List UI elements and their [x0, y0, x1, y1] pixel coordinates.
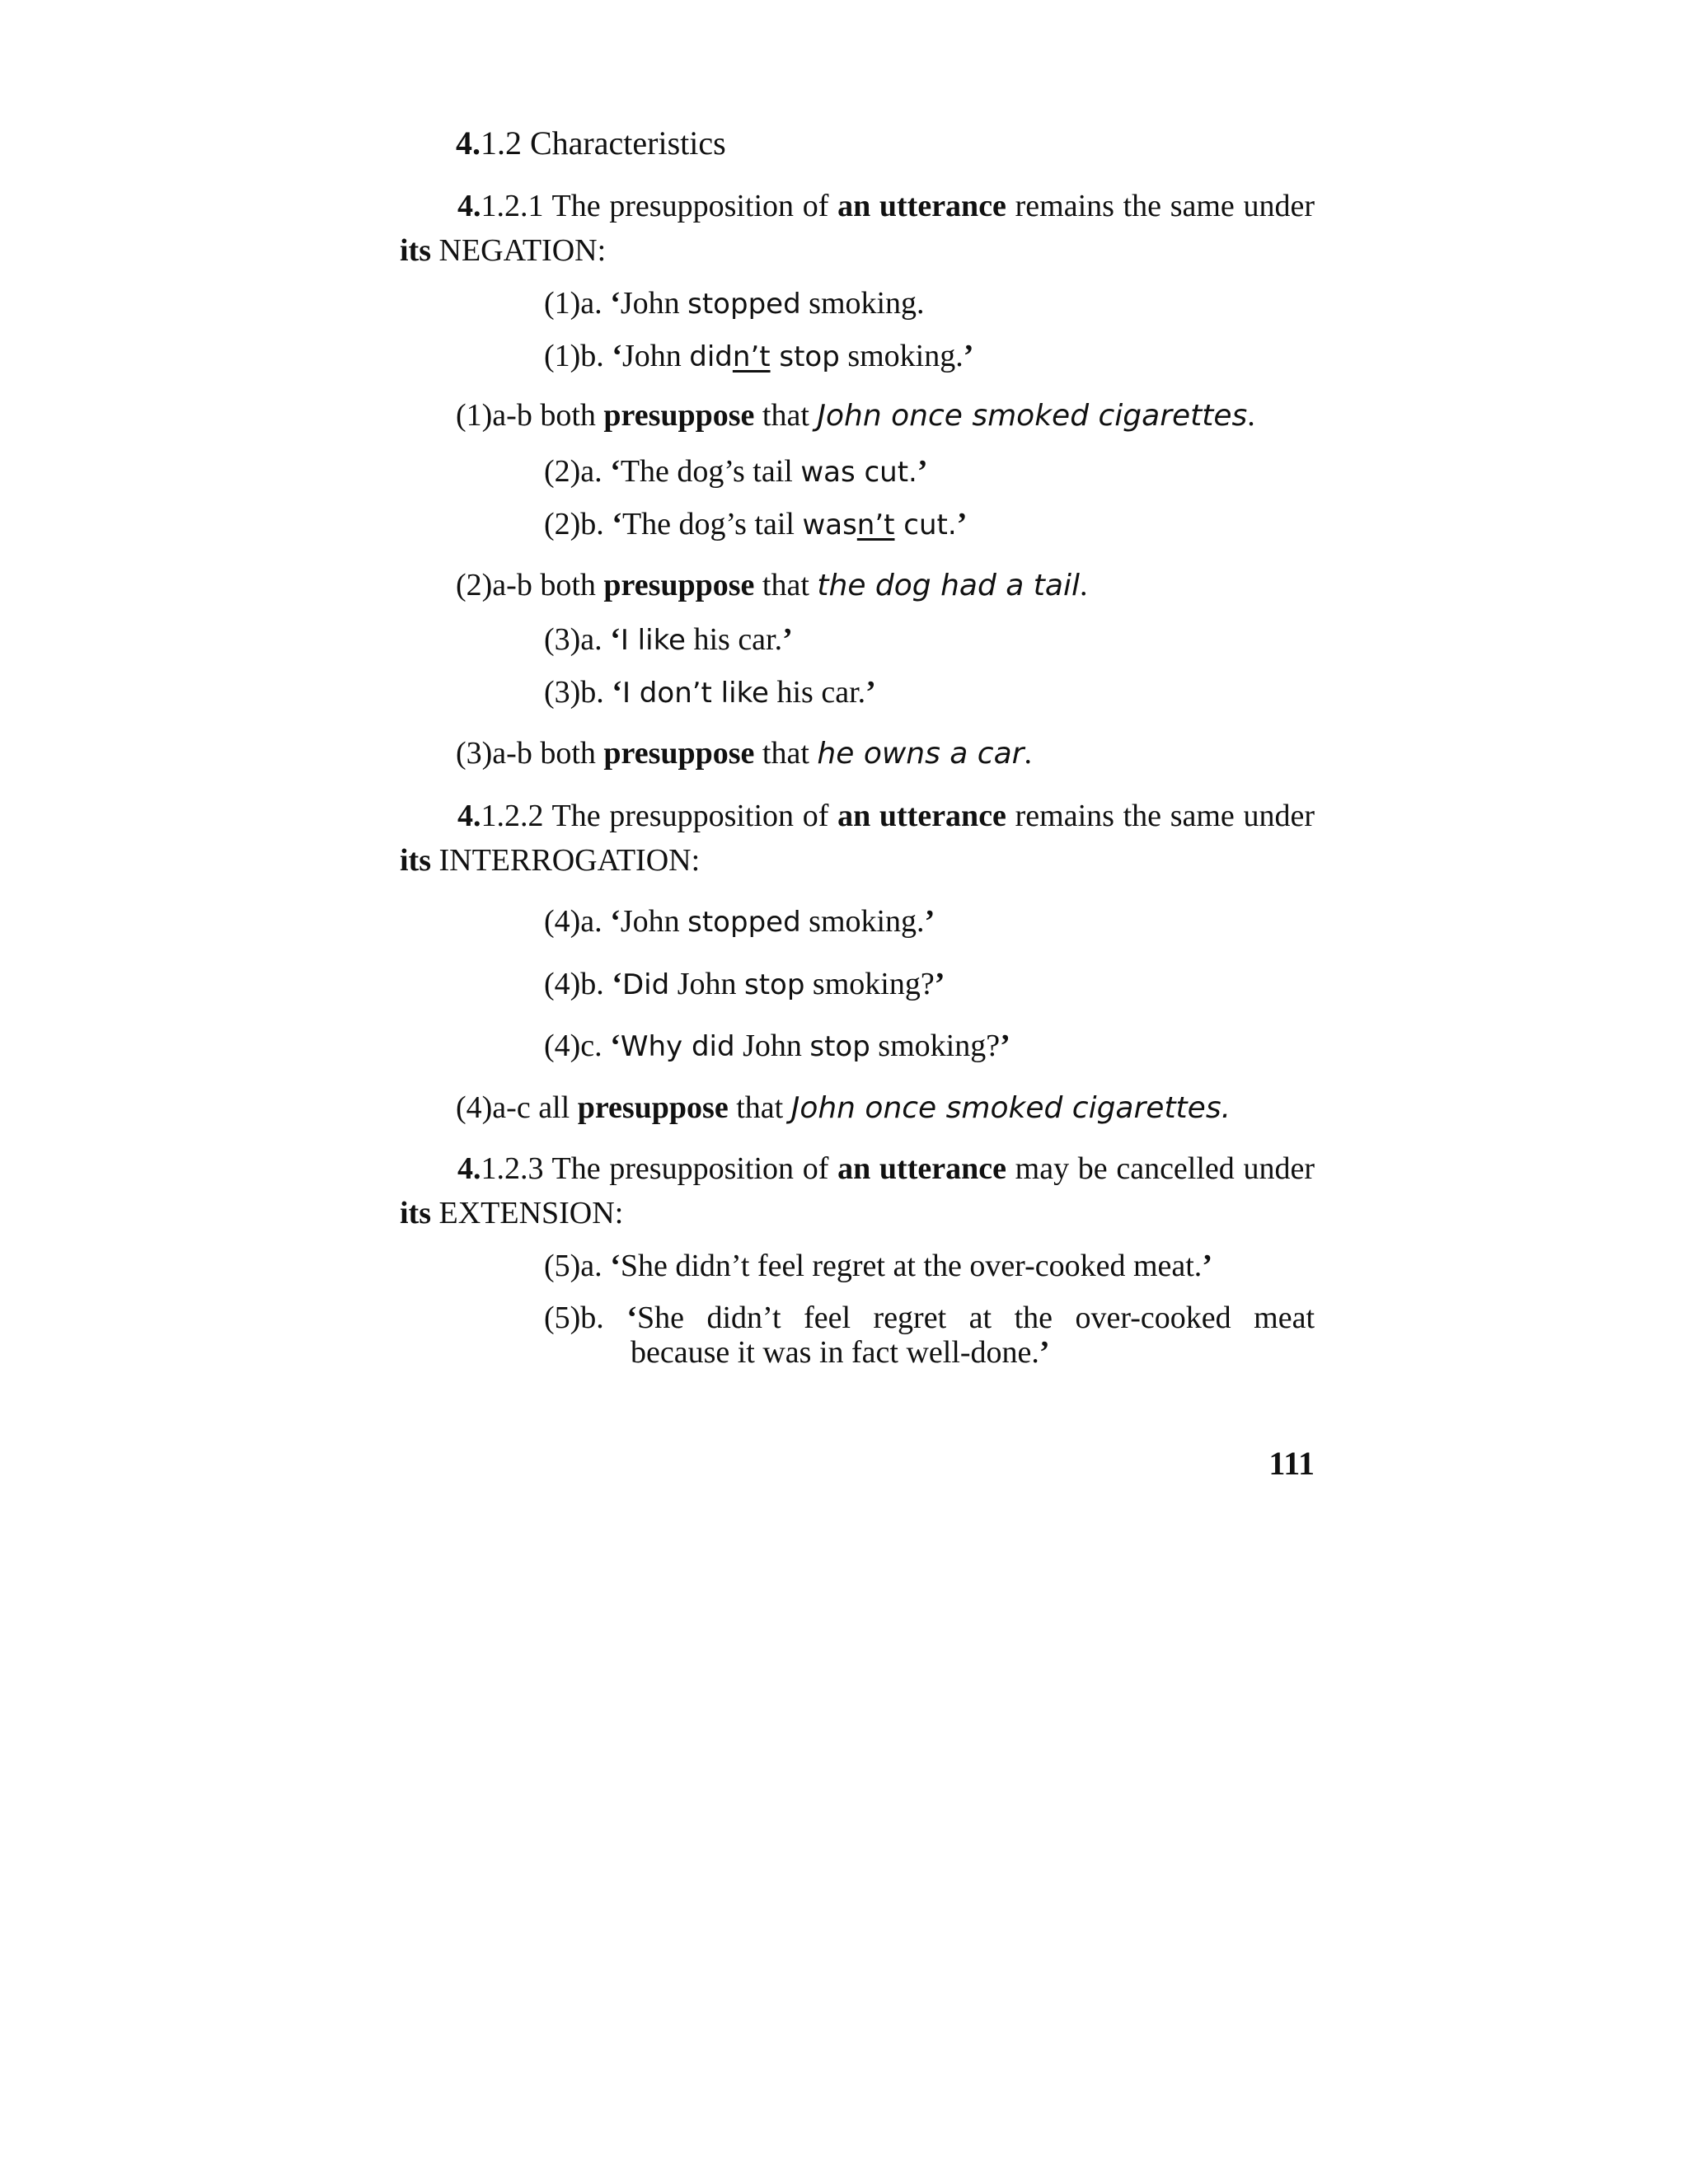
example-label: (2)b.	[544, 507, 612, 541]
bold-term: presuppose	[603, 398, 755, 433]
open-quote: ‘	[610, 1249, 621, 1283]
text: EXTENSION:	[431, 1196, 624, 1230]
verb-highlight: stop	[809, 1030, 870, 1063]
open-quote: ‘	[610, 286, 621, 321]
text: smoking.	[839, 339, 964, 373]
text: The presupposition of	[543, 799, 838, 833]
text: .	[1024, 736, 1032, 771]
example-label: (4)a.	[544, 904, 611, 939]
bold-term: its	[400, 1196, 431, 1230]
verb-highlight: did	[689, 340, 733, 373]
note-3	[456, 733, 1032, 774]
bold-term: presuppose	[577, 1090, 729, 1125]
example-5b-first-line	[544, 1301, 1315, 1335]
bold-term: presuppose	[603, 736, 755, 771]
text: that	[754, 398, 818, 433]
example-4b	[544, 964, 945, 1005]
example-1a	[544, 284, 925, 324]
text: John	[621, 339, 690, 373]
verb-highlight: stopped	[687, 906, 801, 939]
paragraph-negation	[400, 184, 1315, 273]
text: John	[620, 286, 688, 321]
text: John	[620, 904, 688, 939]
example-1b	[544, 336, 973, 377]
example-label: (5)b.	[544, 1301, 627, 1335]
text: that	[754, 568, 818, 602]
close-quote: ’	[1000, 1029, 1010, 1063]
close-quote: ’	[1202, 1249, 1212, 1283]
close-quote: ’	[963, 339, 974, 373]
open-quote: ‘	[610, 1029, 621, 1063]
text: The presupposition of	[543, 1151, 838, 1186]
presupposition-text: he owns a car	[817, 737, 1025, 771]
example-label: (3)a.	[544, 622, 611, 657]
open-quote: ‘	[612, 675, 622, 710]
verb-highlight: cut.	[894, 509, 957, 541]
example-4c	[544, 1026, 1010, 1066]
open-quote: ‘	[612, 967, 622, 1001]
text: NEGATION:	[431, 233, 607, 268]
example-5a	[544, 1246, 1212, 1286]
note-label: (1)a-b both	[456, 398, 604, 433]
text: .	[1247, 398, 1255, 433]
text: that	[728, 1090, 791, 1125]
text: John	[734, 1029, 810, 1063]
section-number: 4.	[457, 189, 481, 223]
bold-term: presuppose	[603, 568, 755, 602]
example-2a	[544, 452, 928, 492]
negation-underlined: n’t	[732, 340, 771, 373]
text: his car.	[768, 675, 866, 710]
example-label: (4)c.	[544, 1029, 611, 1063]
verb-highlight: I don’t like	[621, 677, 769, 710]
example-2b	[544, 504, 967, 545]
text: smoking?	[804, 967, 935, 1001]
section-number: 4.	[457, 799, 481, 833]
text: INTERROGATION:	[431, 843, 701, 878]
bold-term: its	[400, 843, 431, 878]
text: smoking?	[870, 1029, 1001, 1063]
example-3a	[544, 620, 793, 660]
text: remains the same under	[1006, 189, 1315, 223]
close-quote: ’	[934, 967, 945, 1001]
verb-highlight: stop	[743, 968, 805, 1001]
paragraph-interrogation	[400, 794, 1315, 883]
negation-underlined: n’t	[856, 509, 895, 541]
note-label: (2)a-b both	[456, 568, 604, 602]
text: She didn’t feel regret at the over-cooked meat	[636, 1301, 1315, 1335]
text: his car.	[685, 622, 783, 657]
example-4a	[544, 902, 935, 942]
note-label: (4)a-c all	[456, 1090, 578, 1125]
text: that	[754, 736, 818, 771]
section-number-rest: 1.2.1	[481, 189, 544, 223]
text: smoking.	[800, 904, 925, 939]
verb-highlight: Did	[621, 968, 670, 1001]
close-quote: ’	[924, 904, 935, 939]
close-quote: ’	[917, 454, 928, 489]
section-number-rest: 1.2.3	[481, 1151, 544, 1186]
text: because it was in fact well-done.	[631, 1335, 1039, 1370]
example-5b-continuation	[544, 1335, 1315, 1370]
paragraph-extension	[400, 1146, 1315, 1235]
open-quote: ‘	[626, 1301, 637, 1335]
verb-highlight: I like	[620, 624, 686, 657]
verb-highlight: Why did	[620, 1030, 735, 1063]
text: The dog’s tail	[621, 507, 803, 541]
page-number: 111	[1268, 1445, 1315, 1482]
example-label: (3)b.	[544, 675, 612, 710]
open-quote: ‘	[610, 454, 621, 489]
presupposition-text: the dog had a tail	[817, 569, 1080, 602]
close-quote: ’	[956, 507, 968, 541]
open-quote: ‘	[610, 904, 621, 939]
note-2	[456, 565, 1087, 606]
example-label: (4)b.	[544, 967, 612, 1001]
note-4	[456, 1088, 1231, 1128]
heading-number: 4.	[456, 124, 481, 162]
example-5b	[544, 1301, 1315, 1370]
example-label: (1)b.	[544, 339, 612, 373]
open-quote: ‘	[610, 622, 621, 657]
text: She didn’t feel regret at the over-cooked meat.	[620, 1249, 1203, 1283]
presupposition-text: John once smoked cigarettes	[817, 399, 1248, 433]
text: remains the same under	[1006, 799, 1315, 833]
heading-text: 1.2 Characteristics	[481, 124, 726, 162]
section-heading	[456, 124, 726, 163]
bold-term: its	[400, 233, 431, 268]
text: .	[1079, 568, 1088, 602]
close-quote: ’	[1039, 1335, 1050, 1370]
text: John	[669, 967, 744, 1001]
close-quote: ’	[782, 622, 793, 657]
bold-term: an utterance	[837, 1151, 1006, 1186]
presupposition-text: John once smoked cigarettes.	[790, 1091, 1231, 1125]
bold-term: an utterance	[837, 189, 1006, 223]
text: may be cancelled under	[1006, 1151, 1315, 1186]
example-label: (5)a.	[544, 1249, 611, 1283]
verb-highlight: was cut.	[800, 456, 917, 489]
text: The dog’s tail	[620, 454, 801, 489]
note-label: (3)a-b both	[456, 736, 604, 771]
example-3b	[544, 673, 876, 713]
verb-highlight: was	[802, 509, 857, 541]
close-quote: ’	[865, 675, 876, 710]
text: The presupposition of	[543, 189, 838, 223]
example-label: (2)a.	[544, 454, 611, 489]
example-label: (1)a.	[544, 286, 611, 321]
verb-highlight: stopped	[687, 288, 801, 321]
bold-term: an utterance	[837, 799, 1006, 833]
verb-highlight: stop	[770, 340, 840, 373]
open-quote: ‘	[612, 339, 622, 373]
open-quote: ‘	[612, 507, 622, 541]
note-1	[456, 396, 1255, 436]
section-number-rest: 1.2.2	[481, 799, 544, 833]
text: smoking.	[800, 286, 925, 321]
section-number: 4.	[457, 1151, 481, 1186]
